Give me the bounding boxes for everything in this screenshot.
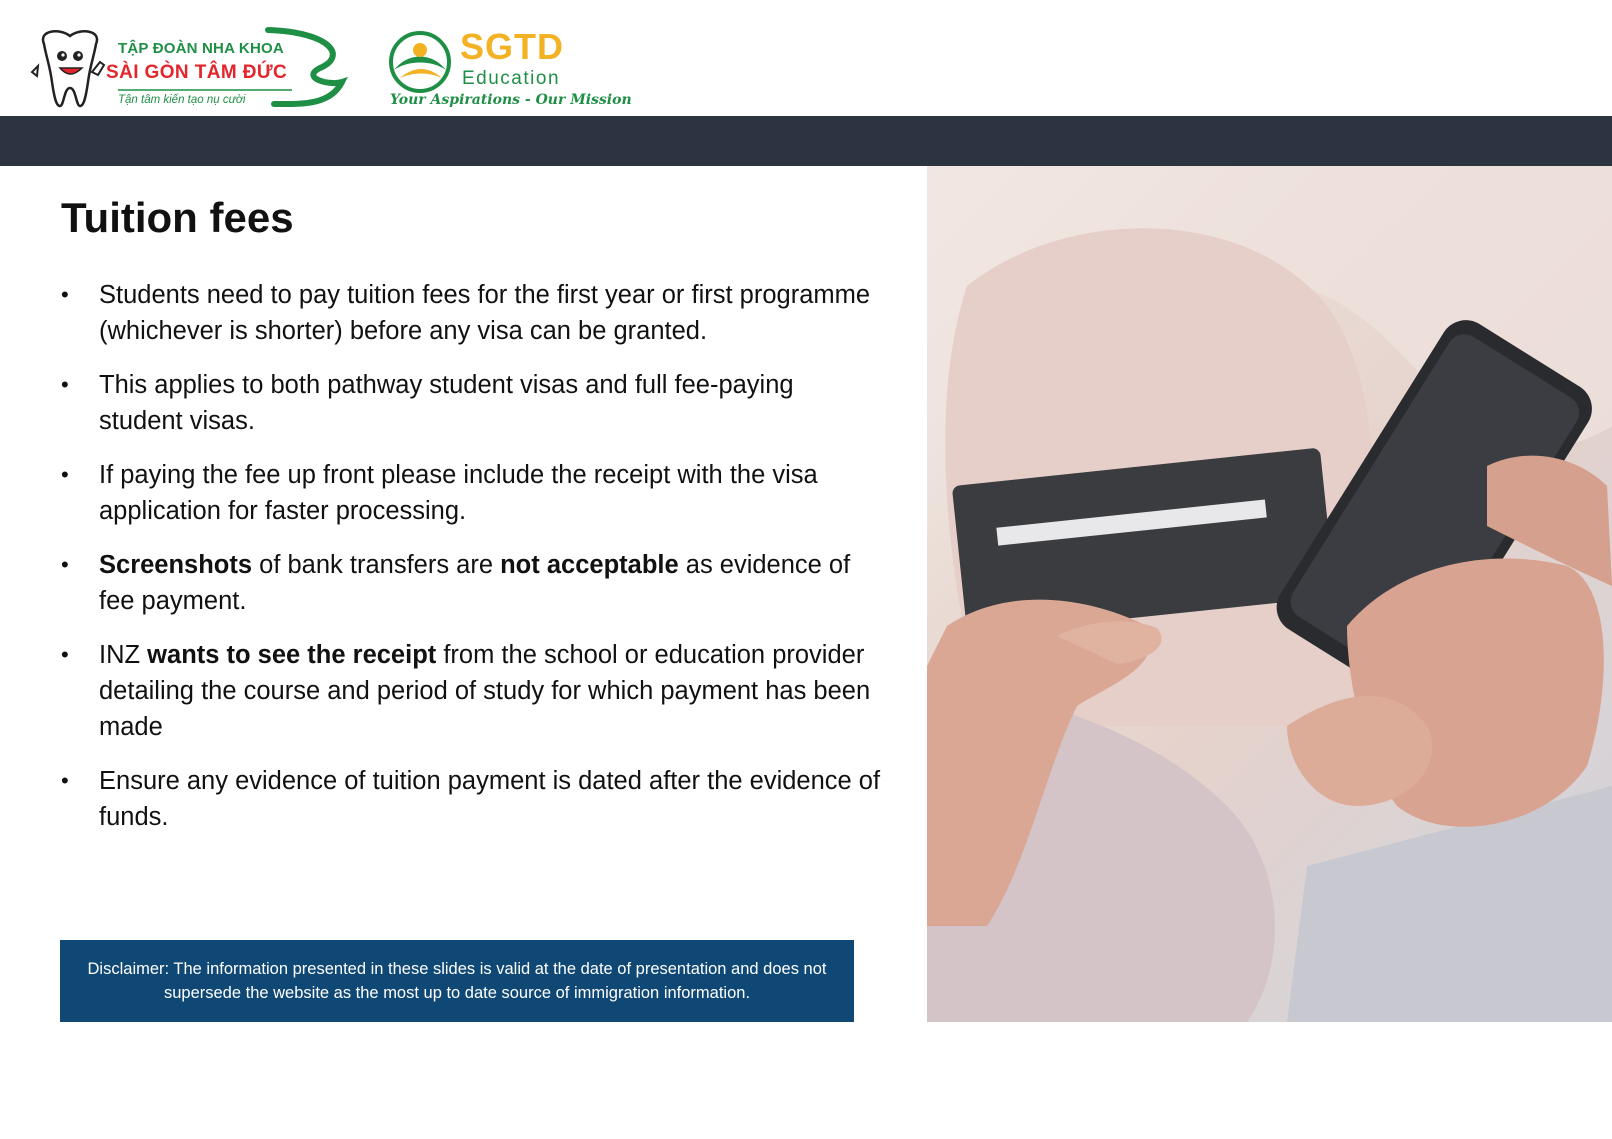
sgtd-wordmark: SGTD [460,26,565,67]
sgtd-emblem-icon [388,30,452,94]
brand-line-1: TẬP ĐOÀN NHA KHOA [118,40,284,57]
brand-tagline: Tận tâm kiến tạo nụ cười [118,94,246,106]
slide-title: Tuition fees [61,194,294,241]
bullet-marker: • [61,768,69,793]
header-band [0,116,1612,166]
bullet-text: Ensure any evidence of tuition payment is dated after the evidence of funds. [99,767,881,831]
brand-line-2: SÀI GÒN TÂM ĐỨC [106,62,288,83]
hands-holding-card-and-phone-image [927,166,1612,1022]
bullet-item [61,367,881,439]
sgtd-education-logo [388,26,632,112]
disclaimer-box: Disclaimer: The information presented in these slides is valid at the date of presentation and does not supersede the website as the most up to date source of immigration information. [60,940,854,1022]
bullet-item [61,637,881,745]
bullet-item [61,763,881,835]
saigon-tam-duc-logo [30,26,350,112]
bullet-text: If paying the fee up front please include the receipt with the visa application for faster processing. [99,461,818,525]
bullet-marker: • [61,282,69,307]
bullet-item [61,457,881,529]
bullet-marker: • [61,552,69,577]
bullet-text: as evidence of fee payment. [99,551,851,615]
bullet-bold-text: Screenshots [99,551,253,579]
education-wordmark: Education [462,68,561,89]
photo-illustration [927,166,1612,1022]
bullet-marker: • [61,462,69,487]
bullet-bold-text: not acceptable [500,551,679,579]
bullet-bold-text: wants to see the receipt [147,641,437,669]
bullet-text: This applies to both pathway student visas and full fee-paying student visas. [99,371,794,435]
header [0,0,1612,116]
bullet-text: from the school or education provider detailing the course and period of study for which payment has been made [99,641,871,741]
tooth-mascot-icon [30,26,110,112]
bullet-text: of bank transfers are [252,551,501,579]
bullet-marker: • [61,372,69,397]
bullet-marker: • [61,642,69,667]
bullet-item [61,547,881,619]
sgtd-tagline: Your Aspirations - Our Mission [390,92,632,108]
bullet-text: Students need to pay tuition fees for the first year or first programme (whichever is shorter) before any visa can be granted. [99,281,871,345]
bullet-item [61,277,881,349]
bullet-text: INZ [99,641,148,669]
bullet-list [61,277,881,853]
